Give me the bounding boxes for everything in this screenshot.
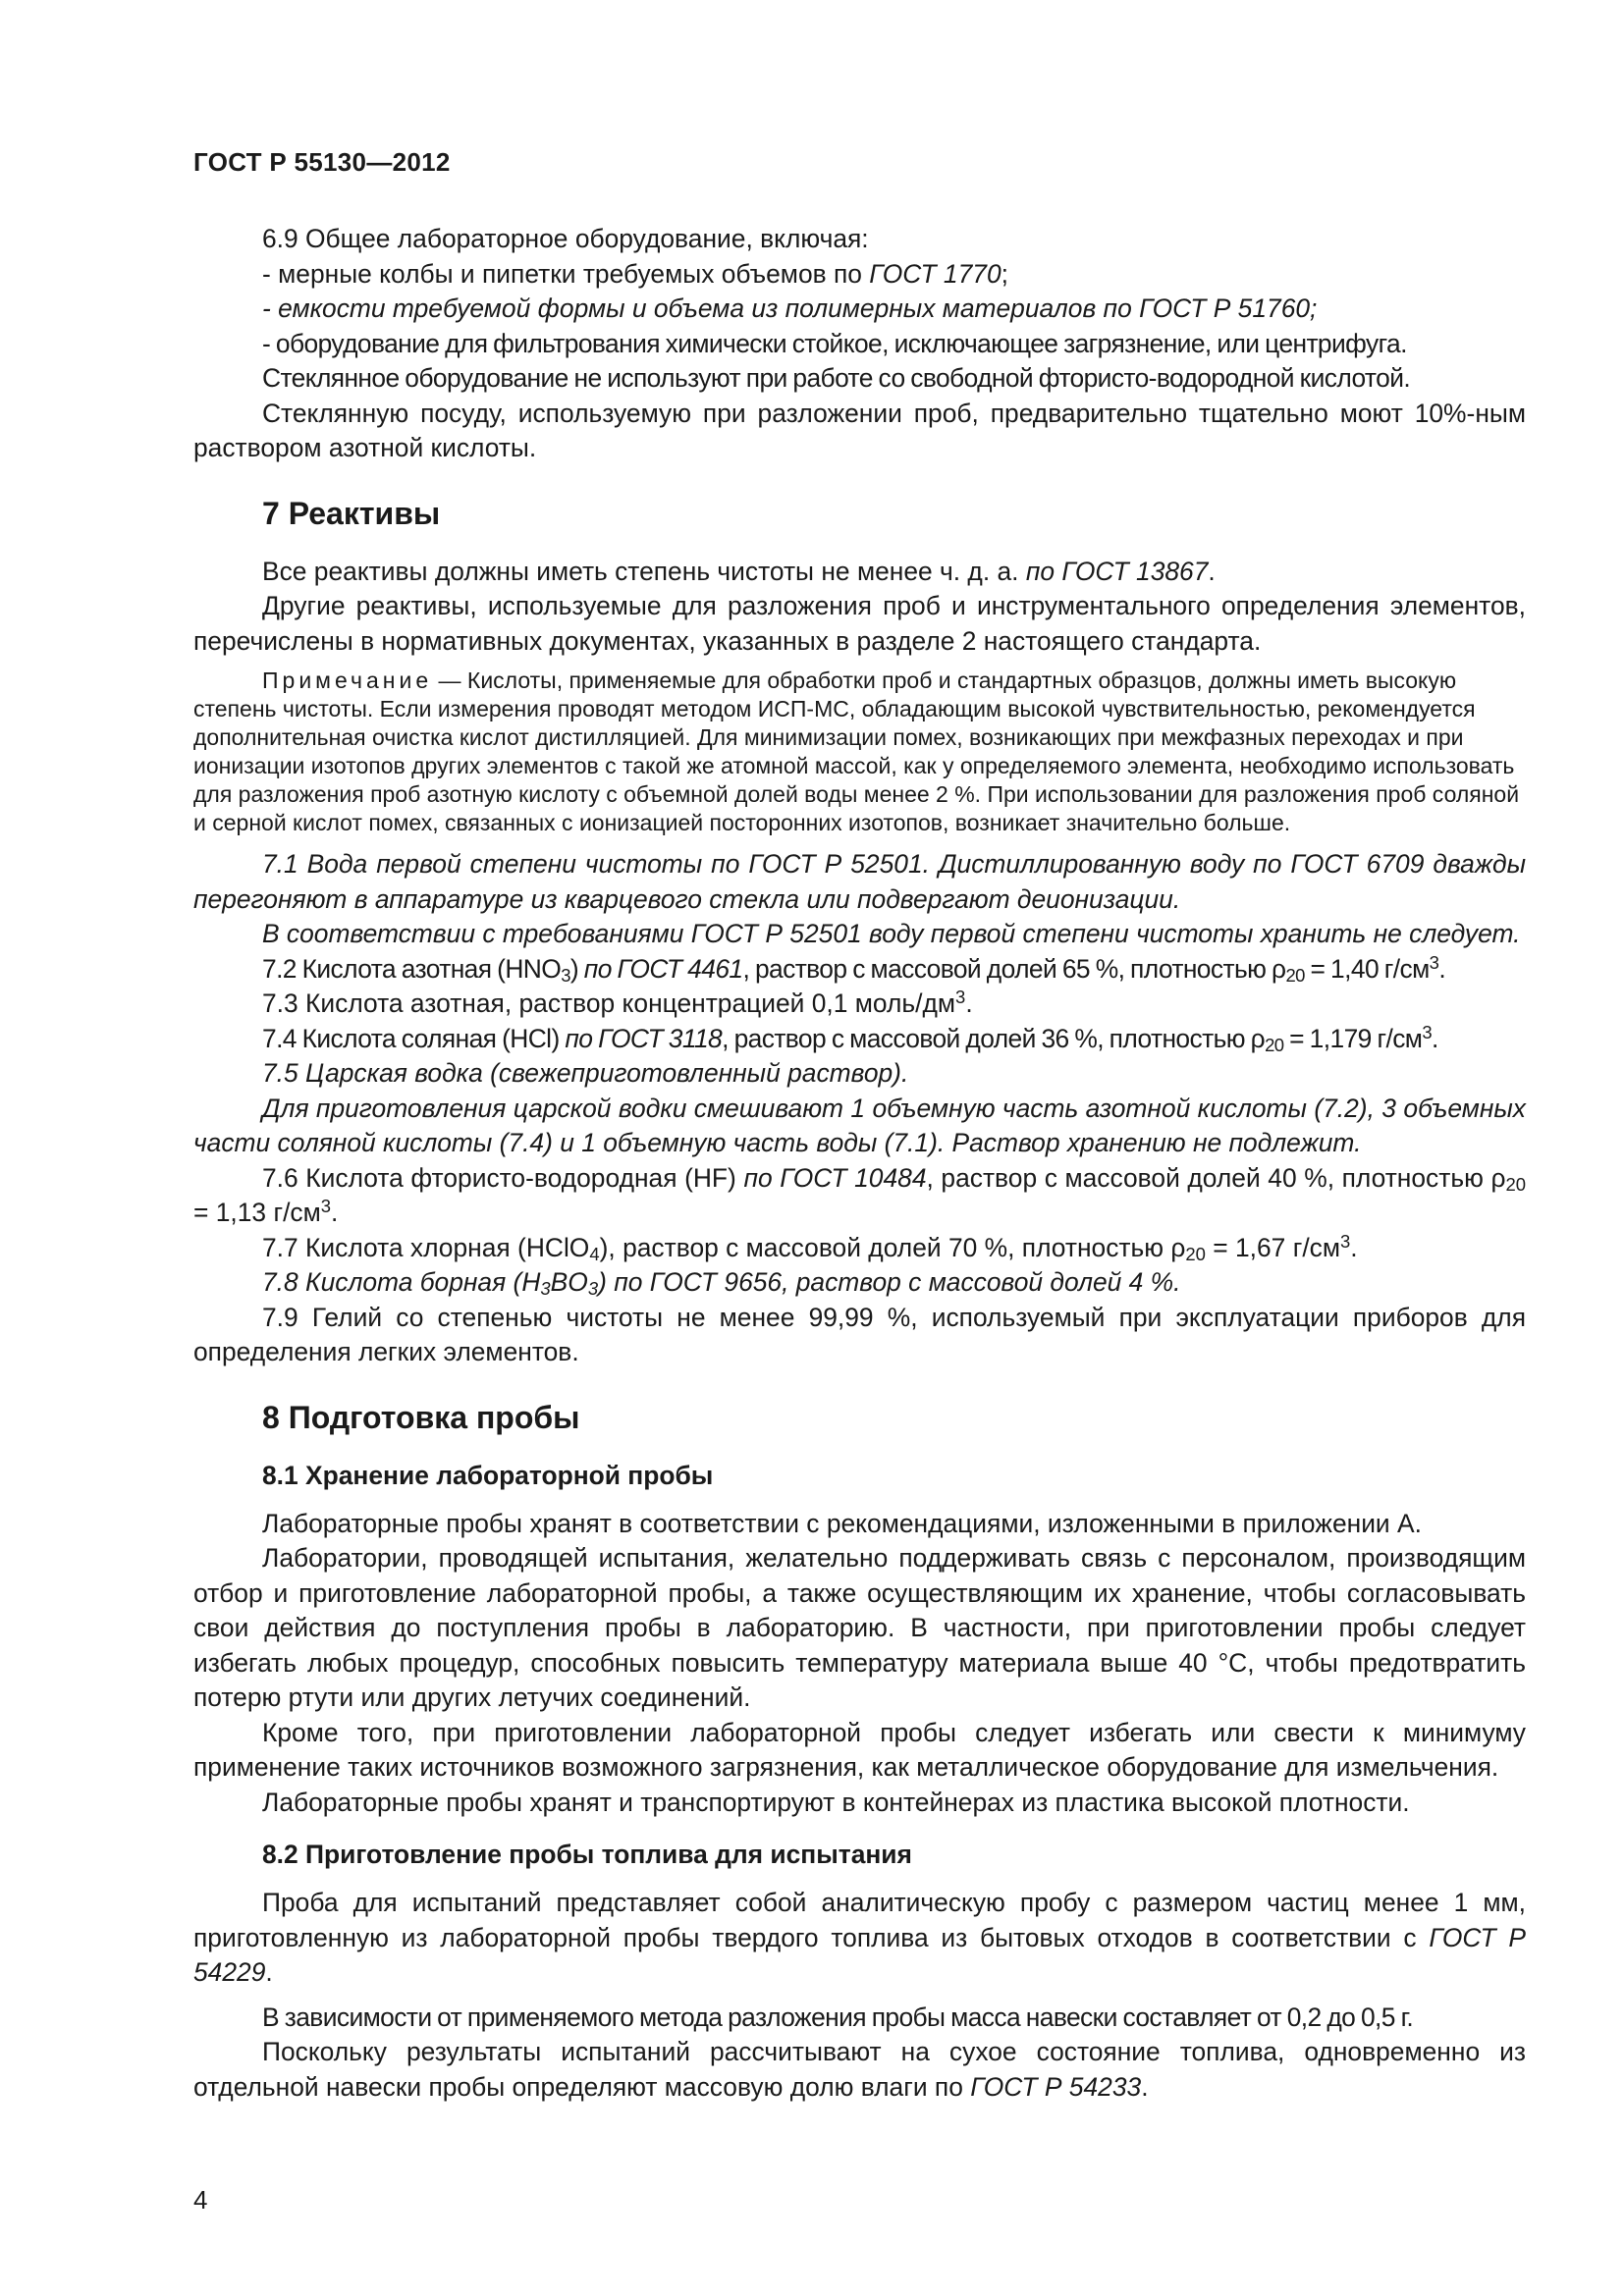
bullet-flasks: - мерные колбы и пипетки требуемых объемов по ГОСТ 1770;	[262, 258, 1008, 289]
note-text: — Кислоты, применяемые для обработки проб и стандартных образцов, должны иметь высокую степень чистоты. Если измерения проводят методом ИСП-МС, обладающим высокой чувствительностью, рекомендуется дополнительная очистка кислот дистилляцией. Для минимизации помех, возникающих при межфазных переходах и при ионизации изотопов других элементов с такой же атомной массой, как у определяемого элемента, необходимо использовать для разложения проб азотную кислоту с объемной долей воды менее 2 %. При использовании для разложения проб соляной и серной кислот помех, связанных с ионизацией посторонних изотопов, возникает значительно больше.	[193, 667, 1520, 835]
bullet-filtering: - оборудование для фильтрования химически стойкое, исключающее загрязнение, или центрифуга.	[262, 328, 1407, 358]
ref-gost-10484: по ГОСТ 10484	[743, 1162, 927, 1193]
paragraph-8-2-c: Поскольку результаты испытаний рассчитывают на сухое состояние топлива, одновременно из отдельной навески пробы определяют массовую долю влаги по ГОСТ Р 54233.	[193, 2037, 1526, 2102]
paragraph-8-1-b: Лаборатории, проводящей испытания, желательно поддерживать связь с персоналом, производящим отбор и приготовление лабораторной пробы, а также осуществляющим их хранение, чтобы согласовывать свои действия до поступления пробы в лабораторию. В частности, при приготовлении пробы следует избегать любых процедур, способных повысить температуру материала выше 40 °С, чтобы предотвратить потерю ртути или других летучих соединений.	[193, 1543, 1526, 1712]
item-7-8: 7.8 Кислота борная $(H_3BO_3)$ по ГОСТ 9656, раствор с массовой долей 4 %.	[262, 1267, 1181, 1299]
section-8-title: 8 Подготовка пробы	[262, 1399, 580, 1435]
item-7-7: 7.7 Кислота хлорная (HClO$_4$), раствор с массовой долей 70 %, плотностью $\rho_{20} = 1,67$ $г/см^3$.	[262, 1230, 1358, 1264]
paragraph-wash: Стеклянную посуду, используемую при разложении проб, предварительно тщательно моют 10%-ным раствором азотной кислоты.	[193, 398, 1526, 462]
paragraph-8-2-b: В зависимости от применяемого метода разложения пробы масса навески составляет от 0,2 до 0,5 г.	[262, 2002, 1414, 2032]
item-7-2: 7.2 Кислота азотная $(HNO_3)$ по ГОСТ 4461, раствор с массовой долей 65 %, плотностью $\rho_{20} = 1,40$ $г/см^3$.	[262, 951, 1446, 986]
paragraph-glass: Стеклянное оборудование не используют при работе со свободной фтористо-водородной кислотой.	[262, 363, 1411, 393]
paragraph-other-reagents: Другие реактивы, используемые для разложения проб и инструментального определения элементов, перечислены в нормативных документах, указанных в разделе 2 настоящего стандарта.	[193, 591, 1526, 656]
ref-gost-13867: по ГОСТ 13867	[1025, 556, 1209, 586]
page-number: 4	[193, 2185, 208, 2215]
ref-gost-1770: ГОСТ 1770	[869, 258, 1001, 289]
document-body	[193, 222, 1526, 2105]
item-7-5: 7.5 Царская водка (свежеприготовленный раствор).	[262, 1058, 909, 1088]
ref-gost-r-54229: ГОСТ Р 54229	[193, 1922, 1526, 1987]
item-7-6: 7.6 Кислота фтористо-водородная (HF) по ГОСТ 10484, раствор с массовой долей 40 %, плотностью $\rho_{20} = 1,13$ $г/см^3$.	[193, 1162, 1526, 1227]
ref-gost-3118: по ГОСТ 3118	[565, 1023, 723, 1053]
subsection-8-2-title: 8.2 Приготовление пробы топлива для испытания	[262, 1840, 912, 1869]
document-header: ГОСТ Р 55130—2012	[193, 147, 451, 177]
item-7-3: 7.3 Кислота азотная, раствор концентрацией 0,1 моль/$дм^3$.	[262, 987, 973, 1018]
item-7-9: 7.9 Гелий со степенью чистоты не менее 99,99 %, используемый при эксплуатации приборов для определения легких элементов.	[193, 1302, 1526, 1366]
item-7-1-note: В соответствии с требованиями ГОСТ Р 52501 воду первой степени чистоты хранить не следует.	[262, 919, 1521, 948]
paragraph-reagents-purity: Все реактивы должны иметь степень чистоты не менее ч. д. а. по ГОСТ 13867.	[262, 556, 1216, 586]
note-label: Примечание	[262, 667, 433, 693]
note-block	[193, 667, 1526, 837]
section-7-title: 7 Реактивы	[262, 495, 441, 531]
bullet-containers: - емкости требуемой формы и объема из полимерных материалов по ГОСТ Р 51760;	[262, 294, 1318, 323]
paragraph-8-1-c: Кроме того, при приготовлении лабораторной пробы следует избегать или свести к минимуму применение таких источников возможного загрязнения, как металлическое оборудование для измельчения.	[193, 1717, 1526, 1782]
item-7-4: 7.4 Кислота соляная (HCl) по ГОСТ 3118, раствор с массовой долей 36 %, плотностью $\rho_{20} = 1,179$ $г/см^3$.	[262, 1021, 1438, 1055]
paragraph-6-9: 6.9 Общее лабораторное оборудование, включая:	[262, 224, 869, 253]
ref-gost-r-54233: ГОСТ Р 54233	[970, 2071, 1142, 2102]
paragraph-8-1-a: Лабораторные пробы хранят в соответствии с рекомендациями, изложенными в приложении А.	[262, 1508, 1422, 1538]
subsection-8-1-title: 8.1 Хранение лабораторной пробы	[262, 1460, 714, 1490]
paragraph-8-2-a: Проба для испытаний представляет собой аналитическую пробу с размером частиц менее 1 мм, приготовленную из лабораторной пробы твердого топлива из бытовых отходов в соответствии с ГОСТ Р 54229.	[193, 1888, 1526, 1987]
paragraph-8-1-d: Лабораторные пробы хранят и транспортируют в контейнерах из пластика высокой плотности.	[262, 1787, 1410, 1817]
item-7-5-prep: Для приготовления царской водки смешивают 1 объемную часть азотной кислоты (7.2), 3 объемных части соляной кислоты (7.4) и 1 объемную часть воды (7.1). Раствор хранению не подлежит.	[193, 1093, 1526, 1157]
ref-gost-4461: по ГОСТ 4461	[583, 953, 743, 984]
item-7-1: 7.1 Вода первой степени чистоты по ГОСТ Р 52501. Дистиллированную воду по ГОСТ 6709 дважды перегоняют в аппаратуре из кварцевого стекла или подвергают деионизации.	[193, 849, 1526, 914]
